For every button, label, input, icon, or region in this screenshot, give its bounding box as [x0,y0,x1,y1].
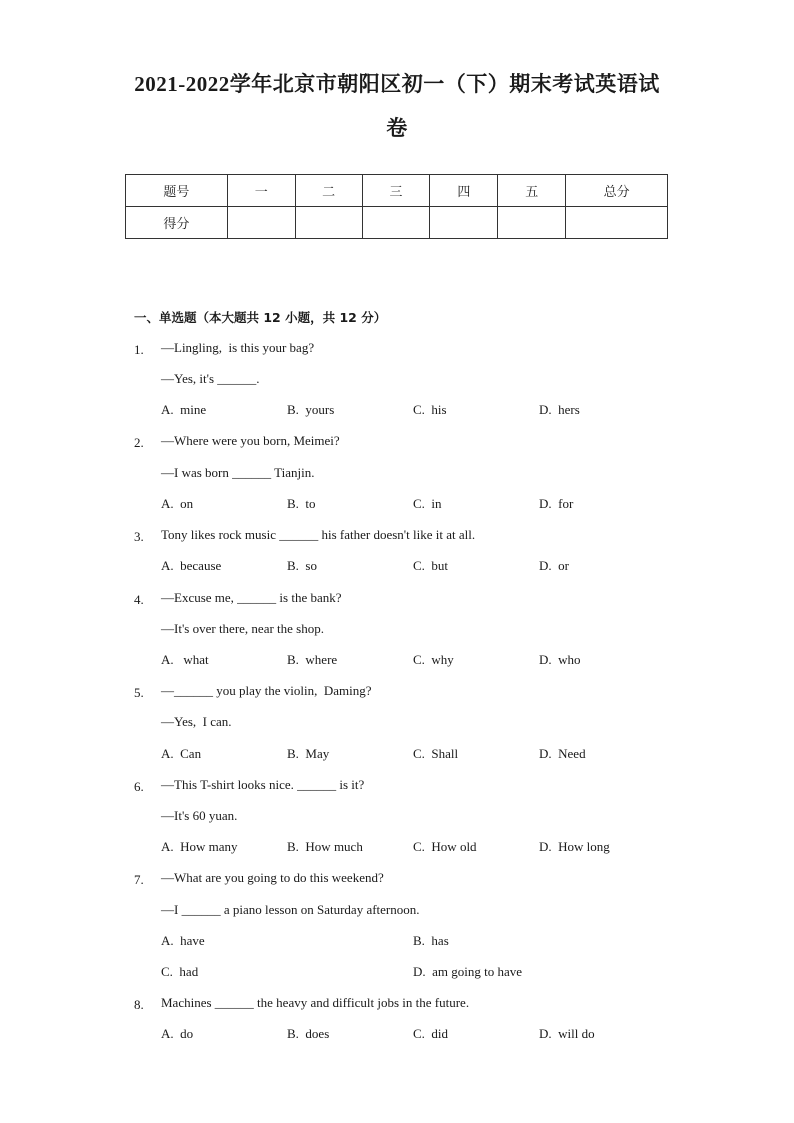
section-heading: 一、单选题（本大题共 12 小题，共 12 分） [134,310,387,325]
score-table-header-row [126,175,668,207]
score-cell[interactable] [295,207,362,239]
question-text: —______ you play the violin, Daming? [161,683,372,698]
header-cell: 五 [498,175,566,207]
option-c[interactable]: C. did [413,1026,449,1041]
question-number: 8. [134,997,144,1012]
option-a[interactable]: A. have [161,933,205,948]
header-cell: 题号 [126,175,228,207]
option-a[interactable]: A. on [161,496,194,511]
question-text: —What are you going to do this weekend? [161,870,384,885]
header-cell: 四 [430,175,498,207]
question-text: —Where were you born, Meimei? [161,433,340,448]
option-d[interactable]: D. for [539,496,574,511]
header-cell: 一 [227,175,295,207]
score-table-score-row [126,207,668,239]
option-d[interactable]: D. will do [539,1026,595,1041]
option-a[interactable]: A. do [161,1026,194,1041]
option-c[interactable]: C. Shall [413,746,459,761]
question-text: —I was born ______ Tianjin. [161,465,315,480]
option-a[interactable]: A. what [161,652,209,667]
option-c[interactable]: C. but [413,558,449,573]
option-d[interactable]: D. hers [539,402,580,417]
option-c[interactable]: C. had [161,964,199,979]
option-c[interactable]: C. why [413,652,454,667]
question-text: —This T-shirt looks nice. ______ is it? [161,777,365,792]
option-d[interactable]: D. or [539,558,569,573]
option-b[interactable]: B. to [287,496,316,511]
question-text: —It's over there, near the shop. [161,621,324,636]
option-c[interactable]: C. in [413,496,442,511]
header-cell: 三 [362,175,430,207]
score-cell[interactable] [362,207,430,239]
option-b[interactable]: B. so [287,558,317,573]
option-b[interactable]: B. does [287,1026,330,1041]
header-cell: 二 [295,175,362,207]
question-text: —Yes, I can. [161,714,232,729]
page-title-line2: 卷 [386,116,408,140]
question-number: 4. [134,592,144,607]
option-b[interactable]: B. How much [287,839,363,854]
option-d[interactable]: D. Need [539,746,586,761]
header-cell: 总分 [566,175,668,207]
question-text: —Excuse me, ______ is the bank? [161,590,342,605]
question-number: 1. [134,342,144,357]
question-text: —It's 60 yuan. [161,808,238,823]
score-cell[interactable] [498,207,566,239]
question-number: 2. [134,435,144,450]
question-number: 7. [134,872,144,887]
question-number: 5. [134,685,144,700]
option-a[interactable]: A. How many [161,839,238,854]
question-text: —Lingling, is this your bag? [161,340,315,355]
row-label-cell: 得分 [126,207,228,239]
question-number: 6. [134,779,144,794]
question-text: Tony likes rock music ______ his father doesn't like it at all. [161,527,476,542]
score-table [125,174,668,239]
option-a[interactable]: A. because [161,558,222,573]
page-title-line1: 2021-2022学年北京市朝阳区初一（下）期末考试英语试 [134,72,660,96]
option-c[interactable]: C. How old [413,839,477,854]
score-cell[interactable] [430,207,498,239]
score-cell[interactable] [227,207,295,239]
option-a[interactable]: A. Can [161,746,202,761]
question-text: —I ______ a piano lesson on Saturday afternoon. [161,902,420,917]
option-b[interactable]: B. May [287,746,330,761]
option-b[interactable]: B. yours [287,402,335,417]
question-text: —Yes, it's ______. [161,371,260,386]
option-a[interactable]: A. mine [161,402,207,417]
option-c[interactable]: C. his [413,402,447,417]
option-d[interactable]: D. How long [539,839,610,854]
option-d[interactable]: D. who [539,652,581,667]
option-d[interactable]: D. am going to have [413,964,523,979]
question-text: Machines ______ the heavy and difficult jobs in the future. [161,995,470,1010]
option-b[interactable]: B. where [287,652,338,667]
score-cell[interactable] [566,207,668,239]
option-b[interactable]: B. has [413,933,449,948]
question-number: 3. [134,529,144,544]
